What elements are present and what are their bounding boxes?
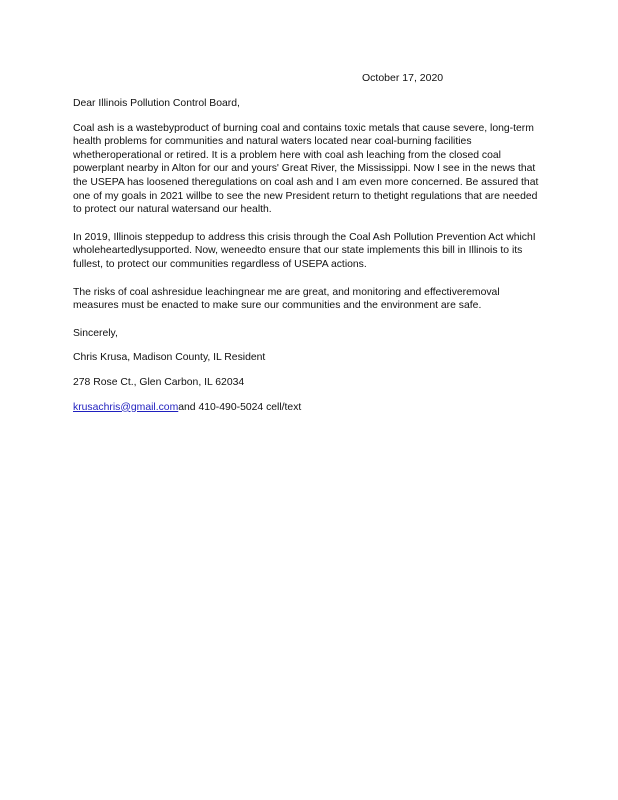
paragraph-2: In 2019, Illinois steppedup to address this crisis through the Coal Ash Pollution Prevention Act whichI wholeheartedlysupported. Now, weneedto ensure that our state implements this bill in Illinois to its fullest, to protect our communities regardless of USEPA actions. bbox=[73, 231, 536, 270]
address-line: 278 Rose Ct., Glen Carbon, IL 62034 bbox=[73, 376, 245, 388]
paragraph-1: Coal ash is a wastebyproduct of burning coal and contains toxic metals that cause severe, long-term health problems for communities and natural waters located near coal-burning facilities whetheroperational or retired. It is a problem here with coal ash leaching from the closed coal powerplant nearby in Alton for our and yours' Great River, the Mississippi. Now I see in the news that the USEPA has loosened theregulations on coal ash and I am even more concerned. Be assured that one of my goals in 2021 willbe to see the new President return to thetight regulations that are needed to protect our natural watersand our health. bbox=[73, 122, 539, 216]
paragraph-3: The risks of coal ashresidue leachingnear me are great, and monitoring and effectiveremoval measures must be enacted to make sure our communities and the environment are safe. bbox=[73, 286, 500, 312]
email-link[interactable]: krusachris@gmail.com bbox=[73, 401, 179, 413]
letter-date: October 17, 2020 bbox=[362, 72, 444, 84]
signature-line: Chris Krusa, Madison County, IL Resident bbox=[73, 352, 266, 364]
closing: Sincerely, bbox=[73, 327, 118, 339]
phone-text: and 410-490-5024 cell/text bbox=[178, 401, 302, 413]
salutation: Dear Illinois Pollution Control Board, bbox=[73, 98, 240, 109]
contact-line bbox=[73, 401, 543, 415]
letter-body bbox=[73, 97, 543, 425]
